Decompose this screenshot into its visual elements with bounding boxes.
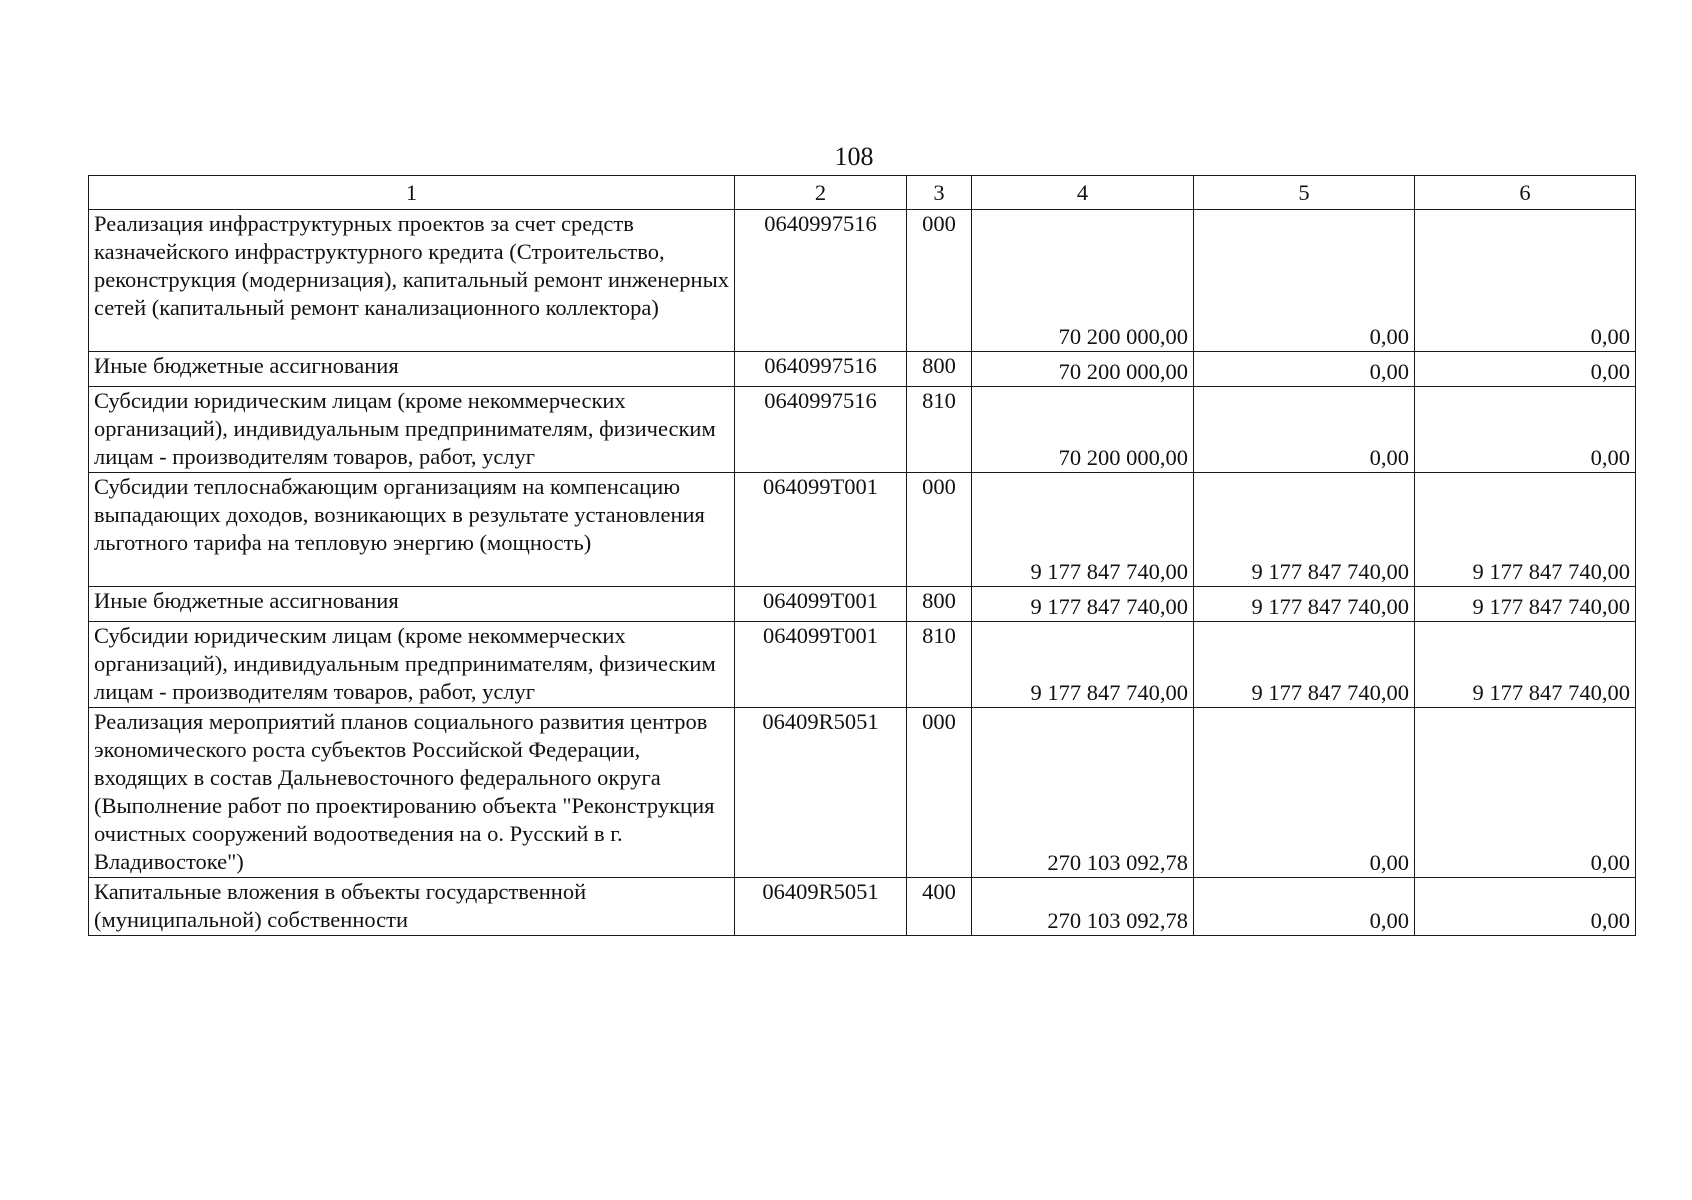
column-header: 1 <box>89 176 735 210</box>
row-amount-col4: 70 200 000,00 <box>972 387 1194 473</box>
table-row <box>89 878 1636 936</box>
row-name: Субсидии теплоснабжающим организациям на компенсацию выпадающих доходов, возникающих в результате установления льготного тарифа на тепловую энергию (мощность) <box>89 473 735 587</box>
column-header: 5 <box>1194 176 1415 210</box>
row-type: 810 <box>907 387 972 473</box>
row-amount-col5: 9 177 847 740,00 <box>1194 587 1415 622</box>
row-name: Иные бюджетные ассигнования <box>89 587 735 622</box>
column-header: 6 <box>1415 176 1636 210</box>
column-header: 4 <box>972 176 1194 210</box>
row-name: Субсидии юридическим лицам (кроме некоммерческих организаций), индивидуальным предпринимателям, физическим лицам - производителям товаров, работ, услуг <box>89 622 735 708</box>
row-amount-col4: 70 200 000,00 <box>972 210 1194 352</box>
table-row <box>89 473 1636 587</box>
row-code: 0640997516 <box>735 210 907 352</box>
row-amount-col6: 9 177 847 740,00 <box>1415 622 1636 708</box>
row-amount-col5: 0,00 <box>1194 387 1415 473</box>
row-amount-col4: 270 103 092,78 <box>972 878 1194 936</box>
row-code: 06409R5051 <box>735 878 907 936</box>
row-amount-col6: 0,00 <box>1415 708 1636 878</box>
row-name: Иные бюджетные ассигнования <box>89 352 735 387</box>
row-code: 0640997516 <box>735 352 907 387</box>
row-code: 064099Т001 <box>735 587 907 622</box>
budget-table <box>88 175 1636 936</box>
row-name: Капитальные вложения в объекты государственной (муниципальной) собственности <box>89 878 735 936</box>
row-type: 800 <box>907 587 972 622</box>
table-row <box>89 387 1636 473</box>
table-row <box>89 622 1636 708</box>
row-amount-col6: 9 177 847 740,00 <box>1415 587 1636 622</box>
row-type: 810 <box>907 622 972 708</box>
row-amount-col6: 0,00 <box>1415 352 1636 387</box>
row-code: 064099Т001 <box>735 622 907 708</box>
row-amount-col5: 9 177 847 740,00 <box>1194 622 1415 708</box>
row-amount-col5: 0,00 <box>1194 210 1415 352</box>
table-row <box>89 352 1636 387</box>
row-code: 064099Т001 <box>735 473 907 587</box>
row-amount-col6: 9 177 847 740,00 <box>1415 473 1636 587</box>
row-code: 0640997516 <box>735 387 907 473</box>
row-name: Реализация инфраструктурных проектов за счет средств казначейского инфраструктурного кредита (Строительство, реконструкция (модернизация), капитальный ремонт инженерных сетей (капитальный ремонт канализационного коллектора) <box>89 210 735 352</box>
row-amount-col4: 9 177 847 740,00 <box>972 473 1194 587</box>
row-name: Субсидии юридическим лицам (кроме некоммерческих организаций), индивидуальным предпринимателям, физическим лицам - производителям товаров, работ, услуг <box>89 387 735 473</box>
row-amount-col5: 0,00 <box>1194 708 1415 878</box>
row-amount-col4: 9 177 847 740,00 <box>972 622 1194 708</box>
row-type: 000 <box>907 708 972 878</box>
row-amount-col6: 0,00 <box>1415 878 1636 936</box>
table-row <box>89 210 1636 352</box>
row-amount-col6: 0,00 <box>1415 387 1636 473</box>
row-amount-col4: 70 200 000,00 <box>972 352 1194 387</box>
row-amount-col4: 270 103 092,78 <box>972 708 1194 878</box>
row-amount-col5: 0,00 <box>1194 878 1415 936</box>
table-row <box>89 708 1636 878</box>
row-amount-col6: 0,00 <box>1415 210 1636 352</box>
table-row <box>89 587 1636 622</box>
row-type: 400 <box>907 878 972 936</box>
column-header: 3 <box>907 176 972 210</box>
column-header: 2 <box>735 176 907 210</box>
row-name: Реализация мероприятий планов социального развития центров экономического роста субъектов Российской Федерации, входящих в состав Дальневосточного федерального округа (Выполнение работ по проектированию объекта "Реконструкция очистных сооружений водоотведения на о. Русский в г. Владивостоке") <box>89 708 735 878</box>
row-amount-col5: 9 177 847 740,00 <box>1194 473 1415 587</box>
row-amount-col4: 9 177 847 740,00 <box>972 587 1194 622</box>
row-code: 06409R5051 <box>735 708 907 878</box>
row-type: 800 <box>907 352 972 387</box>
page-number: 108 <box>834 142 874 171</box>
row-type: 000 <box>907 210 972 352</box>
table-header-row <box>89 176 1636 210</box>
row-amount-col5: 0,00 <box>1194 352 1415 387</box>
row-type: 000 <box>907 473 972 587</box>
